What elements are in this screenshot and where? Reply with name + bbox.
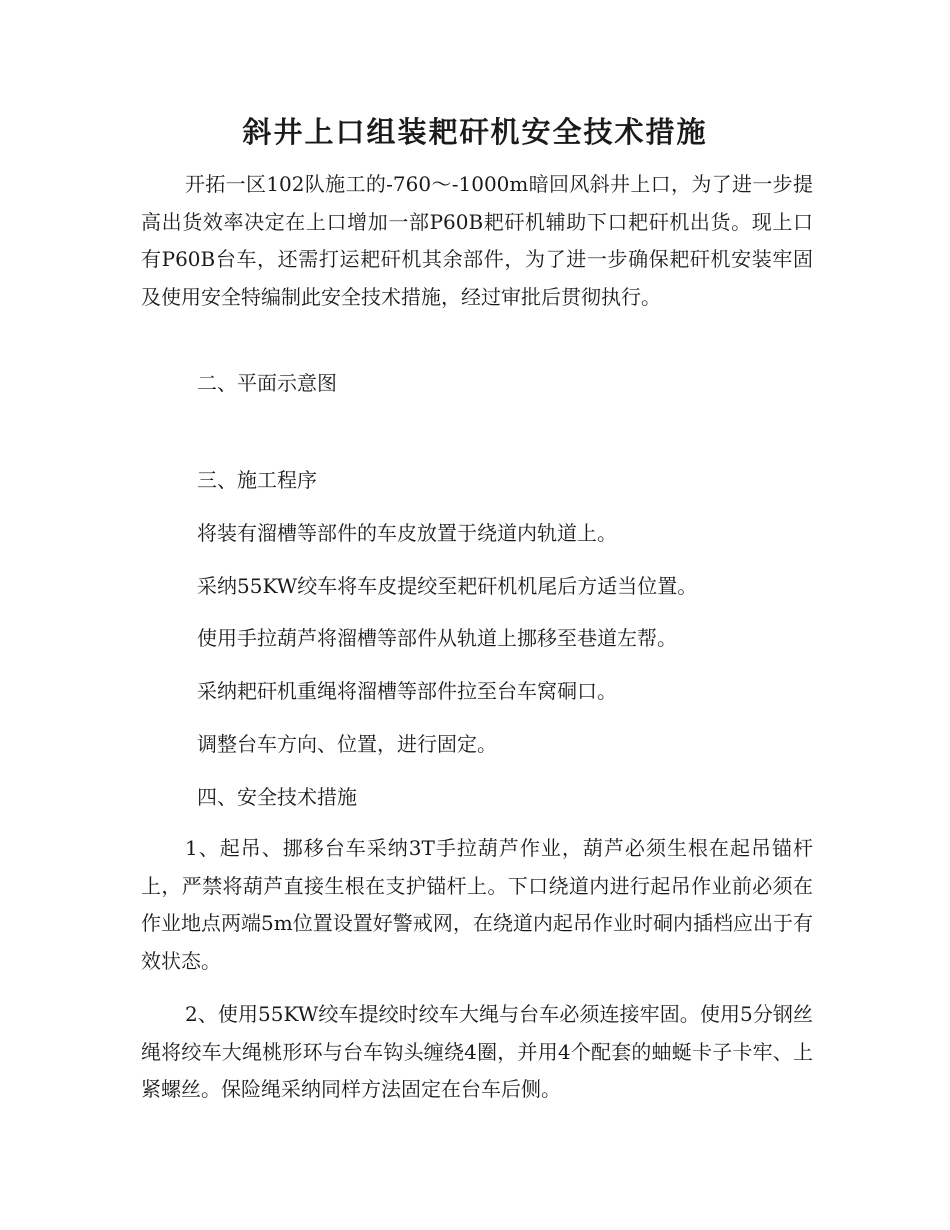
procedure-step: 采纳耙矸机重绳将溜槽等部件拉至台车窝硐口。 xyxy=(197,679,617,703)
procedure-step: 采纳55KW绞车将车皮提绞至耙矸机机尾后方适当位置。 xyxy=(197,574,698,598)
procedure-step: 使用手拉葫芦将溜槽等部件从轨道上挪移至巷道左帮。 xyxy=(197,626,677,650)
safety-measure-item: 1、起吊、挪移台车采纳3T手拉葫芦作业，葫芦必须生根在起吊锚杆上，严禁将葫芦直接生根在支护锚杆上。下口绕道内进行起吊作业前必须在作业地点两端5m位置设置好警戒网，在绕道内起吊作业时硐内插档应出于有效状态。 xyxy=(141,836,813,973)
safety-measure-item: 2、使用55KW绞车提绞时绞车大绳与台车必须连接牢固。使用5分钢丝绳将绞车大绳桃形环与台车钩头缠绕4圈，并用4个配套的蚰蜒卡子卡牢、上紧螺丝。保险绳采纳同样方法固定在台车后侧。 xyxy=(141,1002,813,1101)
intro-paragraph: 开拓一区102队施工的-760～-1000m暗回风斜井上口，为了进一步提高出货效率决定在上口增加一部P60B耙矸机辅助下口耙矸机出货。现上口有P60B台车，还需打运耙矸机其余部件，为了进一步确保耙矸机安装牢固及使用安全特编制此安全技术措施，经过审批后贯彻执行。 xyxy=(141,172,813,309)
document-title: 斜井上口组装耙矸机安全技术措施 xyxy=(242,115,708,149)
section-heading-plan-diagram: 二、平面示意图 xyxy=(197,371,337,395)
procedure-step: 调整台车方向、位置，进行固定。 xyxy=(197,732,497,756)
section-heading-construction-procedure: 三、施工程序 xyxy=(197,468,317,492)
section-heading-safety-measures: 四、安全技术措施 xyxy=(197,785,357,809)
procedure-step: 将装有溜槽等部件的车皮放置于绕道内轨道上。 xyxy=(197,521,617,545)
